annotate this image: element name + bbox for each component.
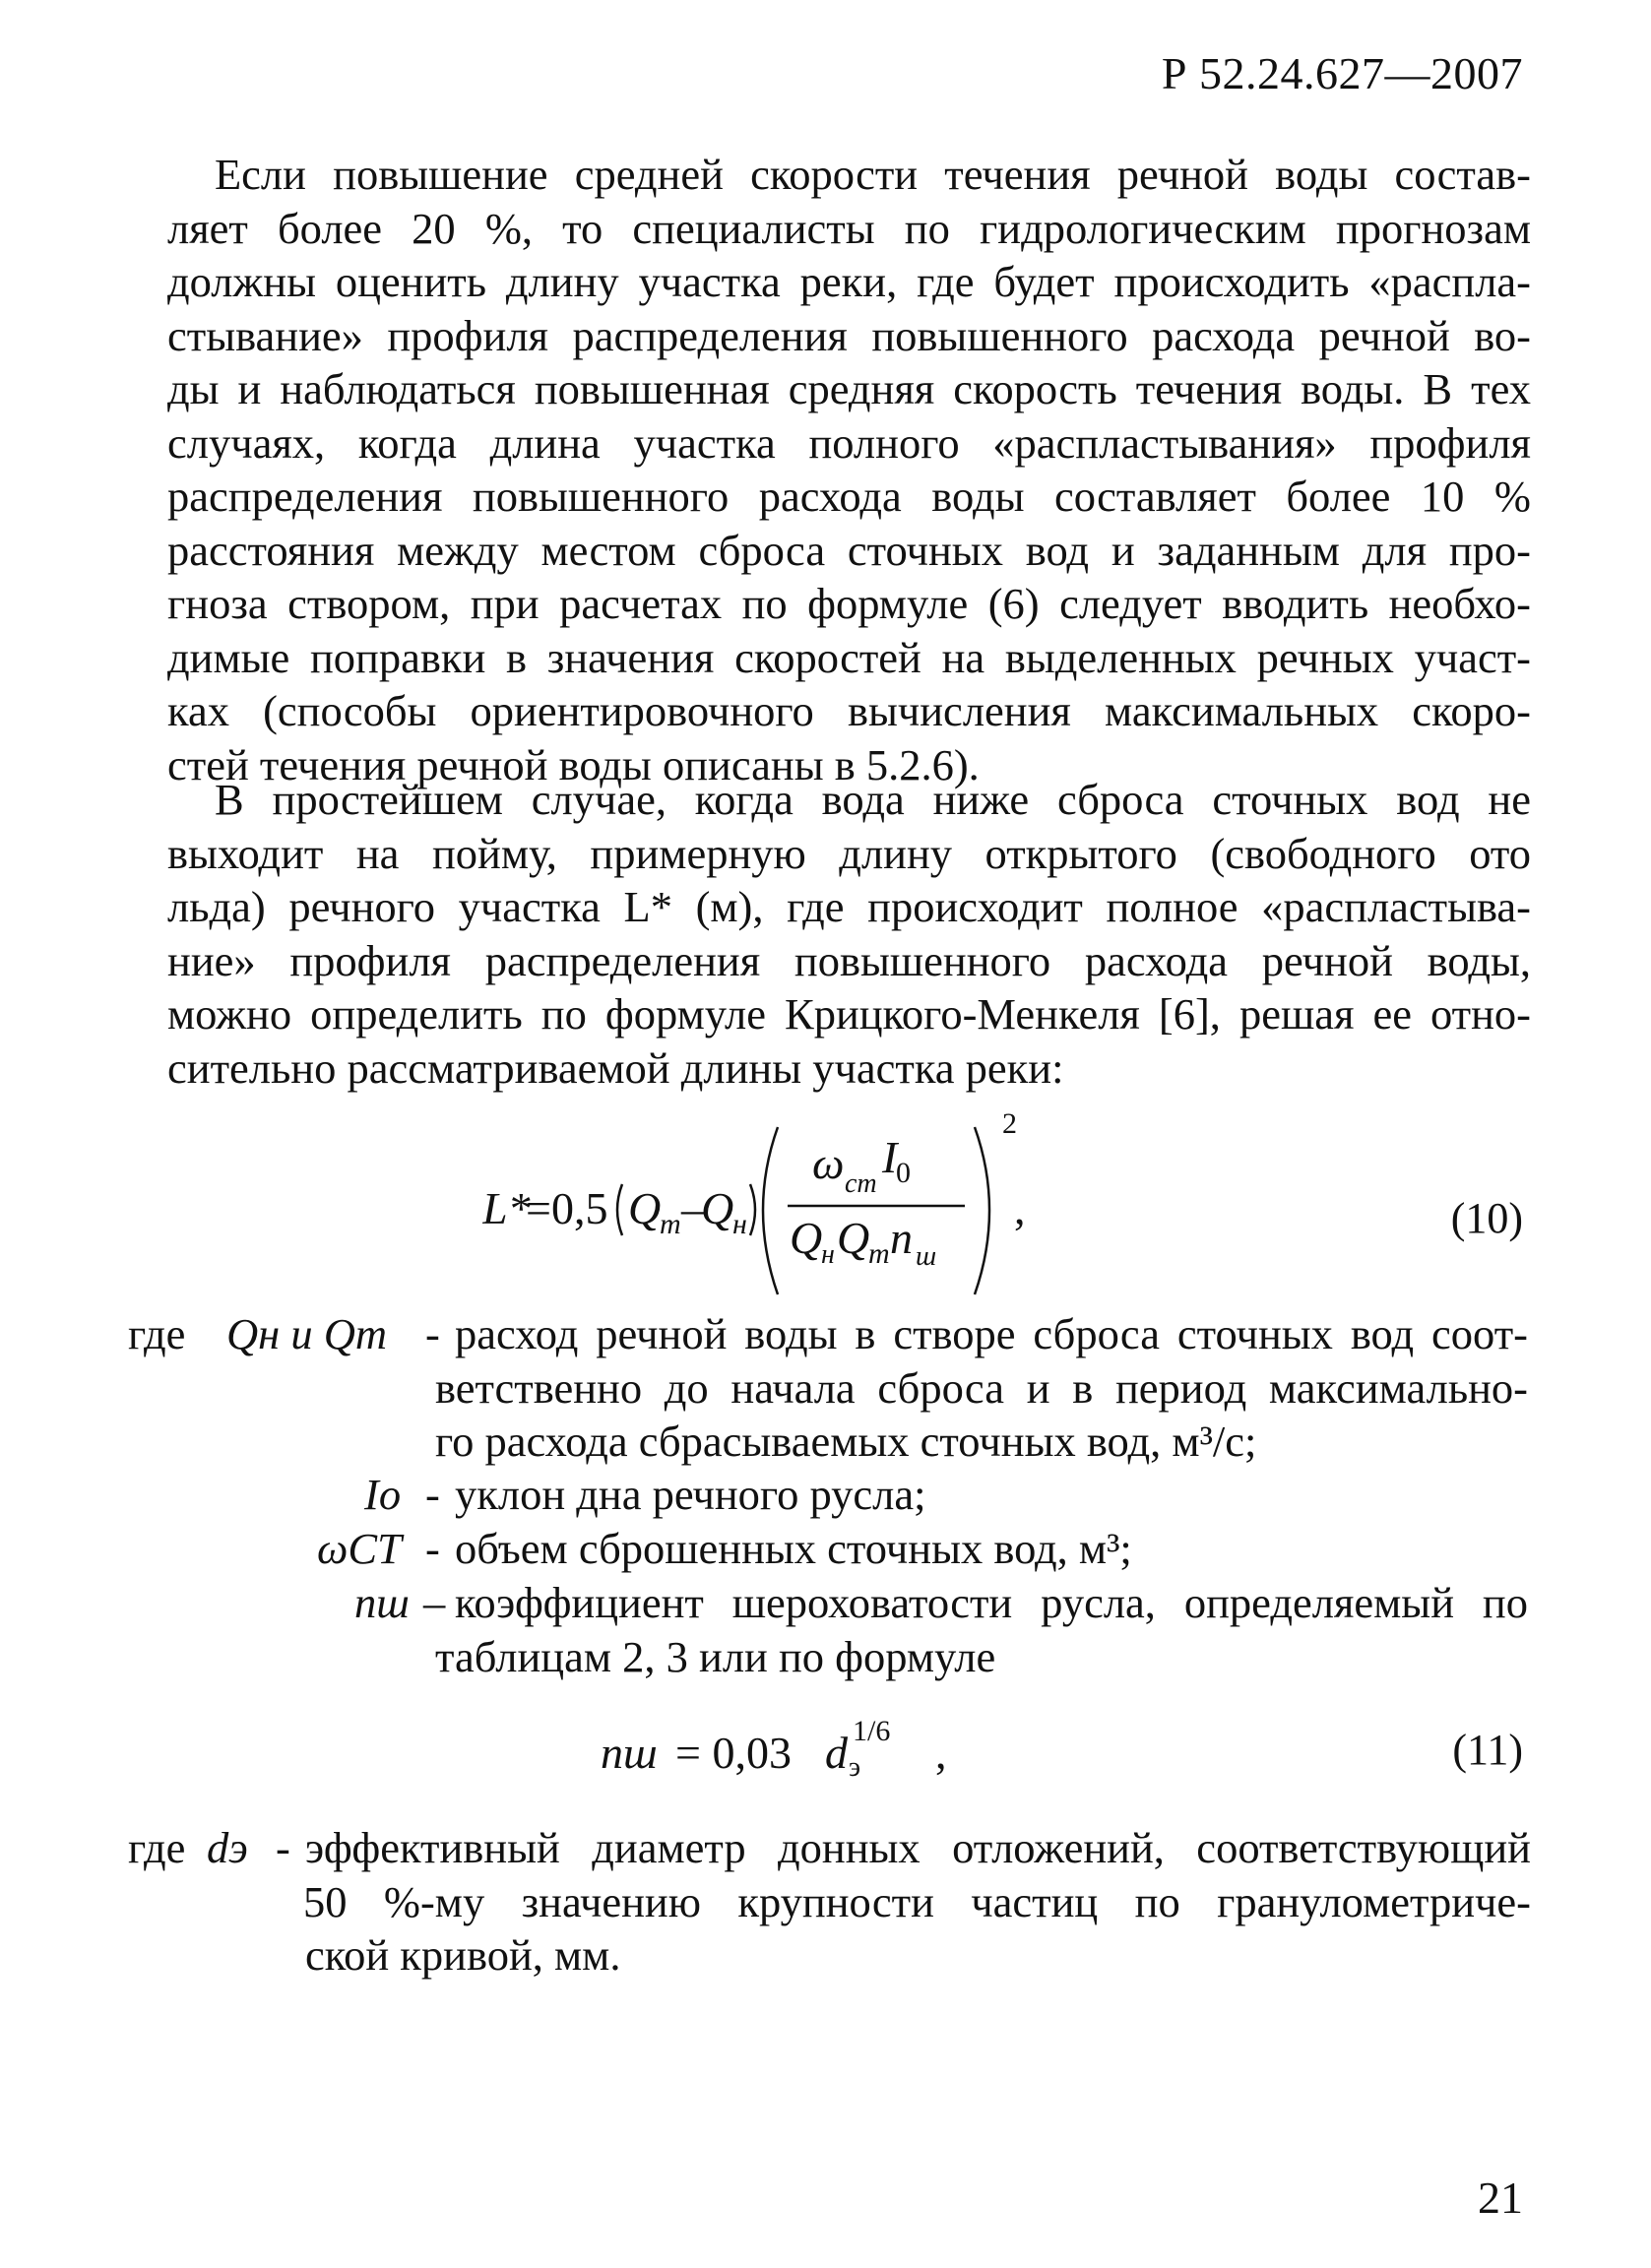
- paragraph-line: расстояния между местом сброса сточных вод и заданным для про-: [167, 525, 1531, 575]
- formula-omega: ω: [812, 1138, 845, 1188]
- paren-right: [750, 1184, 755, 1235]
- formula-minus: –: [681, 1183, 704, 1233]
- paragraph-line: можно определить по формуле Крицкого-Менкеля [6], решая ее отно-: [167, 989, 1531, 1039]
- big-paren-right: [975, 1127, 989, 1294]
- def-line: ской кривой, мм.: [305, 1930, 621, 1980]
- paragraph-line: льда) речного участка L* (м), где происходит полное «распластыва-: [167, 882, 1531, 931]
- def-line: ветственно до начала сброса и в период максимально-: [435, 1362, 1528, 1413]
- formula11-d: d: [825, 1728, 848, 1778]
- paragraph-line: сительно рассматриваемой длины участка реки:: [167, 1042, 1064, 1093]
- formula-comma: ,: [1014, 1183, 1026, 1233]
- def-symbol: dэ: [207, 1823, 248, 1872]
- formula-qn-sub: н: [732, 1208, 747, 1240]
- def-line: эффективный диаметр донных отложений, соответствующий: [305, 1823, 1531, 1872]
- paragraph-line: выходит на пойму, примерную длину открытого (свободного ото: [167, 828, 1531, 878]
- equation-number-10: (10): [1450, 1194, 1523, 1242]
- formula-I: I: [882, 1132, 898, 1182]
- paren-left: [617, 1184, 622, 1235]
- formula-power: 2: [1002, 1107, 1017, 1140]
- formula-den-n-sub: ш: [916, 1241, 937, 1272]
- def-line: коэффициент шероховатости русла, определяемый по: [455, 1578, 1528, 1627]
- formula-10: [482, 1107, 1073, 1304]
- def-dash: -: [276, 1823, 290, 1872]
- paragraph-line: распределения повышенного расхода воды составляет более 10 %: [167, 472, 1531, 521]
- def-dash: -: [425, 1309, 440, 1358]
- document-code: Р 52.24.627—2007: [1161, 48, 1523, 98]
- where-label: где: [128, 1309, 186, 1358]
- def-line: го расхода сбрасываемых сточных вод, м³/с;: [435, 1417, 1257, 1466]
- where-label: где: [128, 1823, 186, 1872]
- paragraph-line: Если повышение средней скорости течения речной воды состав-: [215, 150, 1531, 199]
- def-line: 50 %-му значению крупности частиц по гранулометриче-: [303, 1876, 1531, 1926]
- def-symbol: ωCT: [317, 1524, 402, 1573]
- def-line: расход речной воды в створе сброса сточных вод соот-: [455, 1309, 1528, 1358]
- formula11-eq: = 0,03: [675, 1728, 792, 1778]
- equation-number-11: (11): [1452, 1726, 1523, 1774]
- def-dash: -: [425, 1470, 440, 1519]
- formula-eq: =0,5: [526, 1183, 608, 1233]
- formula-I-sub: 0: [896, 1157, 911, 1189]
- def-symbol: Qн и Qm: [226, 1309, 387, 1358]
- formula-den-qm: Q: [837, 1213, 870, 1263]
- def-dash: –: [423, 1578, 446, 1627]
- paragraph-line: стывание» профиля распределения повышенного расхода речной во-: [167, 310, 1531, 360]
- formula-qn: Q: [701, 1183, 734, 1233]
- def-symbol: Io: [364, 1470, 402, 1519]
- paragraph-line: случаях, когда длина участка полного «распластывания» профиля: [167, 417, 1531, 468]
- paragraph-line: стей течения речной воды описаны в 5.2.6).: [167, 739, 980, 789]
- big-paren-left: [763, 1127, 778, 1294]
- paragraph-1: [167, 148, 1531, 791]
- paragraph-2: [167, 773, 1531, 1095]
- paragraph-line: ках (способы ориентировочного вычисления максимальных скоро-: [167, 686, 1531, 735]
- paragraph-line: В простейшем случае, когда вода ниже сброса сточных вод не: [215, 775, 1531, 824]
- formula-omega-sub: ст: [845, 1168, 877, 1199]
- formula11-lhs: nш: [601, 1728, 658, 1778]
- paragraph-line: димые поправки в значения скоростей на выделенных речных участ-: [167, 632, 1531, 682]
- paragraph-line: ние» профиля распределения повышенного расхода речной воды,: [167, 935, 1531, 985]
- def-symbol: nш: [354, 1578, 410, 1627]
- formula11-power: 1/6: [853, 1715, 891, 1747]
- paragraph-line: должны оценить длину участка реки, где будет происходить «распла-: [167, 257, 1531, 306]
- paragraph-line: ляет более 20 %, то специалисты по гидрологическим прогнозам: [167, 203, 1531, 253]
- page-number: 21: [1478, 2173, 1523, 2223]
- formula11-comma: ,: [935, 1728, 947, 1778]
- def-line: уклон дна речного русла;: [455, 1470, 926, 1519]
- def-line: таблицам 2, 3 или по формуле: [435, 1631, 996, 1681]
- paragraph-line: гноза створом, при расчетах по формуле (6) следует вводить необхо-: [167, 579, 1531, 628]
- formula-qm: Q: [628, 1183, 662, 1233]
- formula-den-qn: Q: [790, 1213, 823, 1263]
- def-dash: -: [425, 1524, 440, 1573]
- formula-lhs: L*: [482, 1183, 531, 1233]
- formula-den-qm-sub: m: [868, 1237, 890, 1270]
- formula11-d-sub: э: [849, 1752, 861, 1783]
- def-line: объем сброшенных сточных вод, м³;: [455, 1524, 1132, 1573]
- formula-qm-sub: m: [660, 1208, 681, 1240]
- formula-den-qn-sub: н: [821, 1239, 835, 1270]
- formula-11: [601, 1713, 1014, 1792]
- formula-den-n: n: [890, 1213, 913, 1263]
- paragraph-line: ды и наблюдаться повышенная средняя скорость течения воды. В тех: [167, 364, 1531, 413]
